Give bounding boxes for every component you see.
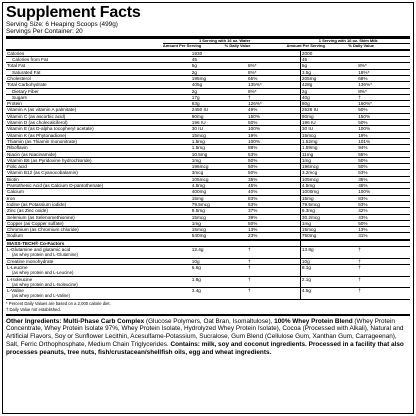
nutrient-name: Zinc (as Zinc oxide)	[6, 208, 191, 214]
nutrient-name: Copper (as Copper sulfate)	[6, 220, 191, 226]
carb-blend-text: (Glucose Polymers, Oat Bran, Isomaltulose),	[145, 317, 273, 325]
dv-milk: 100%	[357, 126, 410, 132]
header-water-dv: % Daily Value	[224, 43, 251, 49]
nutrient-name: Pantothenic Acid (as Calcium D-pantothenate)	[6, 183, 191, 189]
amount-milk: 205mg	[300, 76, 357, 82]
nutrient-name: Protein	[6, 101, 191, 107]
dv-water: 13%	[247, 227, 300, 233]
dv-water	[247, 240, 300, 247]
dv-water: †	[247, 276, 300, 282]
dv-water: 126%*	[247, 101, 300, 107]
header-spacer	[6, 39, 163, 49]
header-water	[163, 39, 287, 49]
nutrient-name: Thiamin (as Thiamin mononitrate)	[6, 138, 191, 144]
amount-milk: 11mg	[300, 151, 357, 157]
dv-water: 135%*	[247, 82, 300, 88]
amount-milk: 15mcg	[300, 227, 357, 233]
amount-water: 405g	[191, 82, 247, 88]
dv-water: 8%*	[247, 69, 300, 75]
dv-water: 8%*	[247, 88, 300, 94]
dv-milk: 50%	[357, 220, 410, 226]
amount-water: 4.5mg	[191, 183, 247, 189]
dv-milk: 136%*	[357, 82, 410, 88]
dv-milk: 53%	[357, 170, 410, 176]
amount-milk: 196 IU	[300, 120, 357, 126]
dv-milk: 101%	[357, 138, 410, 144]
amount-milk: 2.1g	[300, 276, 357, 282]
amount-water: 5g	[191, 63, 247, 69]
dv-milk: 53%	[357, 201, 410, 207]
amount-milk: 3.5g	[300, 69, 357, 75]
dv-water: 37%	[247, 208, 300, 214]
amount-milk: 1mg	[300, 220, 357, 226]
nutrient-name: L-Isoleucine	[6, 276, 191, 282]
amount-milk: 3.2mcg	[300, 170, 357, 176]
dv-water: 39%	[247, 214, 300, 220]
nutrient-name: MASS-TECH® Co-Factors	[6, 240, 191, 247]
amount-milk: 105mcg	[300, 176, 357, 182]
amount-milk: 1mg	[300, 157, 357, 163]
dv-milk: 94%	[357, 145, 410, 151]
header-water-amount: Amount Per Serving	[162, 43, 202, 49]
amount-milk: 90mg	[300, 113, 357, 119]
dv-milk	[357, 50, 410, 57]
amount-milk: 750mg	[300, 233, 357, 240]
amount-water: 15mcg	[191, 132, 247, 138]
amount-water: 6.6g	[191, 264, 247, 270]
dv-water: †	[247, 94, 300, 100]
dv-milk: 50%	[357, 164, 410, 170]
nutrient-name: Vitamin K (as Phytonadione)	[6, 132, 191, 138]
amount-milk: 2g	[300, 88, 357, 94]
amount-milk: 4.5g	[300, 288, 357, 294]
nutrient-name: (as whey protein and L-Isoleucine)	[12, 281, 78, 287]
dv-milk: 68%	[357, 76, 410, 82]
amount-water: 63g	[191, 101, 247, 107]
dv-water: †	[247, 247, 300, 253]
amount-water: 15mcg	[191, 227, 247, 233]
nutrient-name: Creatine monohydrate	[6, 258, 191, 264]
dv-milk: 150%	[357, 113, 410, 119]
dv-water: 53%	[247, 151, 300, 157]
amount-milk: 10g	[300, 258, 357, 264]
amount-water: 400mg	[191, 189, 247, 195]
amount-milk: 30.2mcg	[300, 214, 357, 220]
amount-milk: 45	[300, 57, 357, 63]
column-headers	[6, 39, 410, 49]
footnote-not-established: † Daily Value not established.	[6, 306, 61, 312]
amount-milk: 79.5mcg	[300, 201, 357, 207]
nutrient-name: Total Carbohydrate	[6, 82, 191, 88]
nutrient-name: Vitamin C (as ascorbic acid)	[6, 113, 191, 119]
amount-water: 12.4g	[191, 247, 247, 253]
dv-milk: †	[357, 276, 410, 282]
amount-milk: 30 IU	[300, 126, 357, 132]
dv-water: 50%	[247, 170, 300, 176]
dv-water: 88%	[247, 145, 300, 151]
dv-water: 100%	[247, 138, 300, 144]
dv-milk: 50%	[357, 157, 410, 163]
amount-water: 30 IU	[191, 126, 247, 132]
supplement-facts-panel	[2, 2, 414, 414]
amount-water: 2g	[191, 88, 247, 94]
serving-size: Serving Size: 6 Heaping Scoops (499g)	[6, 21, 118, 28]
amount-milk: 1.59mg	[300, 145, 357, 151]
amount-water: 15mcg	[191, 214, 247, 220]
amount-water: 1.5mg	[191, 138, 247, 144]
dv-water: 49%	[247, 107, 300, 113]
dv-water: 65%	[247, 76, 300, 82]
dv-milk	[357, 240, 410, 247]
amount-milk: 196mcg	[300, 164, 357, 170]
amount-water: 1.5mg	[191, 145, 247, 151]
dv-milk: †	[357, 247, 410, 253]
amount-water: 196 IU	[191, 120, 247, 126]
nutrient-row	[6, 240, 410, 247]
amount-water: 2450 IU	[191, 107, 247, 113]
panel-title: Supplement Facts	[6, 4, 141, 21]
amount-water: 17g	[191, 94, 247, 100]
dv-water: †	[247, 258, 300, 264]
dv-milk: †	[357, 94, 410, 100]
amount-milk: 15mg	[300, 195, 357, 201]
dv-water: 19%	[247, 132, 300, 138]
dv-water: 100%	[247, 126, 300, 132]
dv-water: 53%	[247, 201, 300, 207]
nutrient-name: Vitamin D (as cholecalciferol)	[6, 120, 191, 126]
ingredients-label: Other Ingredients:	[6, 317, 62, 325]
nutrient-table	[6, 49, 410, 299]
amount-water: 79.5mcg	[191, 201, 247, 207]
dv-water: 50%	[247, 220, 300, 226]
amount-milk: 428g	[300, 82, 357, 88]
servings-per-container: Servings Per Container: 20	[6, 28, 83, 35]
amount-water	[191, 240, 247, 247]
nutrient-name: Riboflavin	[6, 145, 191, 151]
nutrient-name: Vitamin B12 (as Cyanocobalamin)	[6, 170, 191, 176]
amount-milk: 5g	[300, 63, 357, 69]
nutrient-name: Total Fat	[6, 63, 191, 69]
nutrient-name: Calories from Fat	[6, 57, 191, 63]
nutrient-name: (as whey protein and L-Glutamine)	[12, 252, 78, 258]
dv-milk: 55%	[357, 151, 410, 157]
amount-water: 1.8g	[191, 276, 247, 282]
ingredients-block	[6, 314, 410, 357]
amount-milk: 13.8g	[300, 247, 357, 253]
dv-water	[247, 50, 300, 57]
nutrient-name: (as whey protein and L-Valine)	[12, 293, 70, 299]
nutrient-name: Sodium	[6, 233, 191, 240]
nutrient-row	[6, 50, 410, 57]
nutrient-name: Sugars	[6, 94, 191, 100]
dv-milk: 45%	[357, 183, 410, 189]
dv-milk: 13%	[357, 227, 410, 233]
dv-milk: †	[357, 258, 410, 264]
amount-water: 2g	[191, 69, 247, 75]
amount-water: 1mg	[191, 220, 247, 226]
dv-milk: †	[357, 288, 410, 294]
header-milk-dv: % Daily Value	[348, 43, 374, 49]
nutrient-name: Dietary Fiber	[6, 88, 191, 94]
nutrient-name: L-Glutamine and glutamic acid	[6, 247, 191, 253]
nutrient-name: L-Valine	[6, 288, 191, 294]
dv-water: 35%	[247, 176, 300, 182]
dv-water: †	[247, 264, 300, 270]
nutrient-name: Iodine (as Potassium iodide)	[6, 201, 191, 207]
dv-milk: 8%*	[357, 88, 410, 94]
header-milk-amount: Amount Per Serving	[286, 43, 325, 49]
amount-water: 5.5mg	[191, 208, 247, 214]
dv-milk: 19%	[357, 132, 410, 138]
protein-blend-label: 100% Whey Protein Blend	[274, 317, 353, 325]
nutrient-name: Vitamin E (as D-alpha tocopheryl acetate)	[6, 126, 191, 132]
amount-milk	[300, 240, 357, 247]
nutrient-name: Iron	[6, 195, 191, 201]
nutrient-name: Biotin	[6, 176, 191, 182]
amount-milk: 1.52mg	[300, 138, 357, 144]
dv-water: 83%	[247, 195, 300, 201]
amount-milk: 15mcg	[300, 132, 357, 138]
amount-water: 10.5mg	[191, 151, 247, 157]
amount-milk: 4.5mg	[300, 183, 357, 189]
nutrient-name: Niacin (as Niacinamide)	[6, 151, 191, 157]
nutrient-name: Saturated Fat	[6, 69, 191, 75]
dv-milk: 35%	[357, 176, 410, 182]
nutrient-row	[6, 233, 410, 240]
dv-water: 8%*	[247, 63, 300, 69]
dv-milk: 83%	[357, 195, 410, 201]
nutrient-name: Vitamin A (as vitamin A palmitate)	[6, 107, 191, 113]
footnote-dv: * Percent Daily Values are based on a 2,000 calorie diet.	[6, 299, 410, 306]
dv-water: 50%	[247, 164, 300, 170]
header-milk	[286, 39, 410, 49]
protein-blend-text: (Whey Protein Concentrate, Whey Protein Isolate 97%, Whey Protein Isolate, Hydrolyzed Whey Protein Isolate), Cocoa (Processed with Alkali), Natural and Artificial Flavors, Soy or Sunflower Lecithin, Acesulfame-Potassium, Sucralose, Gum Blend (Cellulose Gum, Xanthan Gum, Carrageenan), Salt, Ferric Orthophosphate, Medium Chain Triglycerides.	[6, 317, 404, 349]
dv-milk: 50%	[357, 120, 410, 126]
amount-milk: 1000mg	[300, 189, 357, 195]
amount-water: 105mcg	[191, 176, 247, 182]
dv-water: 50%	[247, 120, 300, 126]
nutrient-name: Cholesterol	[6, 76, 191, 82]
dv-water: 40%	[247, 189, 300, 195]
nutrient-name: (as whey protein and L-Leucine)	[12, 270, 74, 276]
dv-milk: 31%	[357, 233, 410, 240]
dv-water: 150%	[247, 113, 300, 119]
dv-milk: 43%	[357, 214, 410, 220]
carb-blend-label: Multi-Phase Carb Complex	[63, 317, 145, 325]
dv-water: 50%	[247, 157, 300, 163]
amount-milk: 2000	[300, 50, 357, 57]
amount-water: 1mg	[191, 157, 247, 163]
amount-water: 540mg	[191, 233, 247, 240]
nutrient-name: Calcium	[6, 189, 191, 195]
dv-milk: 50%	[357, 107, 410, 113]
dv-milk: 18%*	[357, 69, 410, 75]
allergen-statement: Contains: milk, soy and coconut ingredients. Processed in a facility that also processes peanuts, tree nuts, fish/crustacean/shellfish oils, egg and wheat ingredients.	[6, 341, 404, 356]
header-milk-serving: 1 Serving with 16 oz. Skim Milk	[286, 39, 410, 44]
amount-water: 3.4g	[191, 288, 247, 294]
amount-milk: 80g	[300, 101, 357, 107]
dv-milk: †	[357, 264, 410, 270]
amount-milk: 40g	[300, 94, 357, 100]
nutrient-name: L-Leucine	[6, 264, 191, 270]
dv-milk: 160%*	[357, 101, 410, 107]
amount-water: 195mg	[191, 76, 247, 82]
nutrient-name: Calories	[6, 50, 191, 57]
dv-water: 45%	[247, 183, 300, 189]
amount-water: 45	[191, 57, 247, 63]
nutrient-name: Selenium (as Selenomethionine)	[6, 214, 191, 220]
dv-water: †	[247, 288, 300, 294]
amount-milk: 8.1g	[300, 264, 357, 270]
amount-water: 10g	[191, 258, 247, 264]
amount-water: 196mcg	[191, 164, 247, 170]
amount-water: 15mg	[191, 195, 247, 201]
amount-water: 1930	[191, 50, 247, 57]
amount-water: 90mg	[191, 113, 247, 119]
dv-milk: 100%	[357, 189, 410, 195]
amount-water: 3mcg	[191, 170, 247, 176]
header-water-serving: 1 Serving with 16 oz. Water	[163, 39, 287, 44]
amount-milk: 6.3mg	[300, 208, 357, 214]
amount-milk: 2528 IU	[300, 107, 357, 113]
nutrient-name: Folic acid	[6, 164, 191, 170]
nutrient-name: Chromium (as Chromium chloride)	[6, 227, 191, 233]
dv-milk: 42%	[357, 208, 410, 214]
dv-water: 23%	[247, 233, 300, 240]
dv-milk: 8%*	[357, 63, 410, 69]
nutrient-name: Vitamin B6 (as Pyridoxine hydrochloride)	[6, 157, 191, 163]
